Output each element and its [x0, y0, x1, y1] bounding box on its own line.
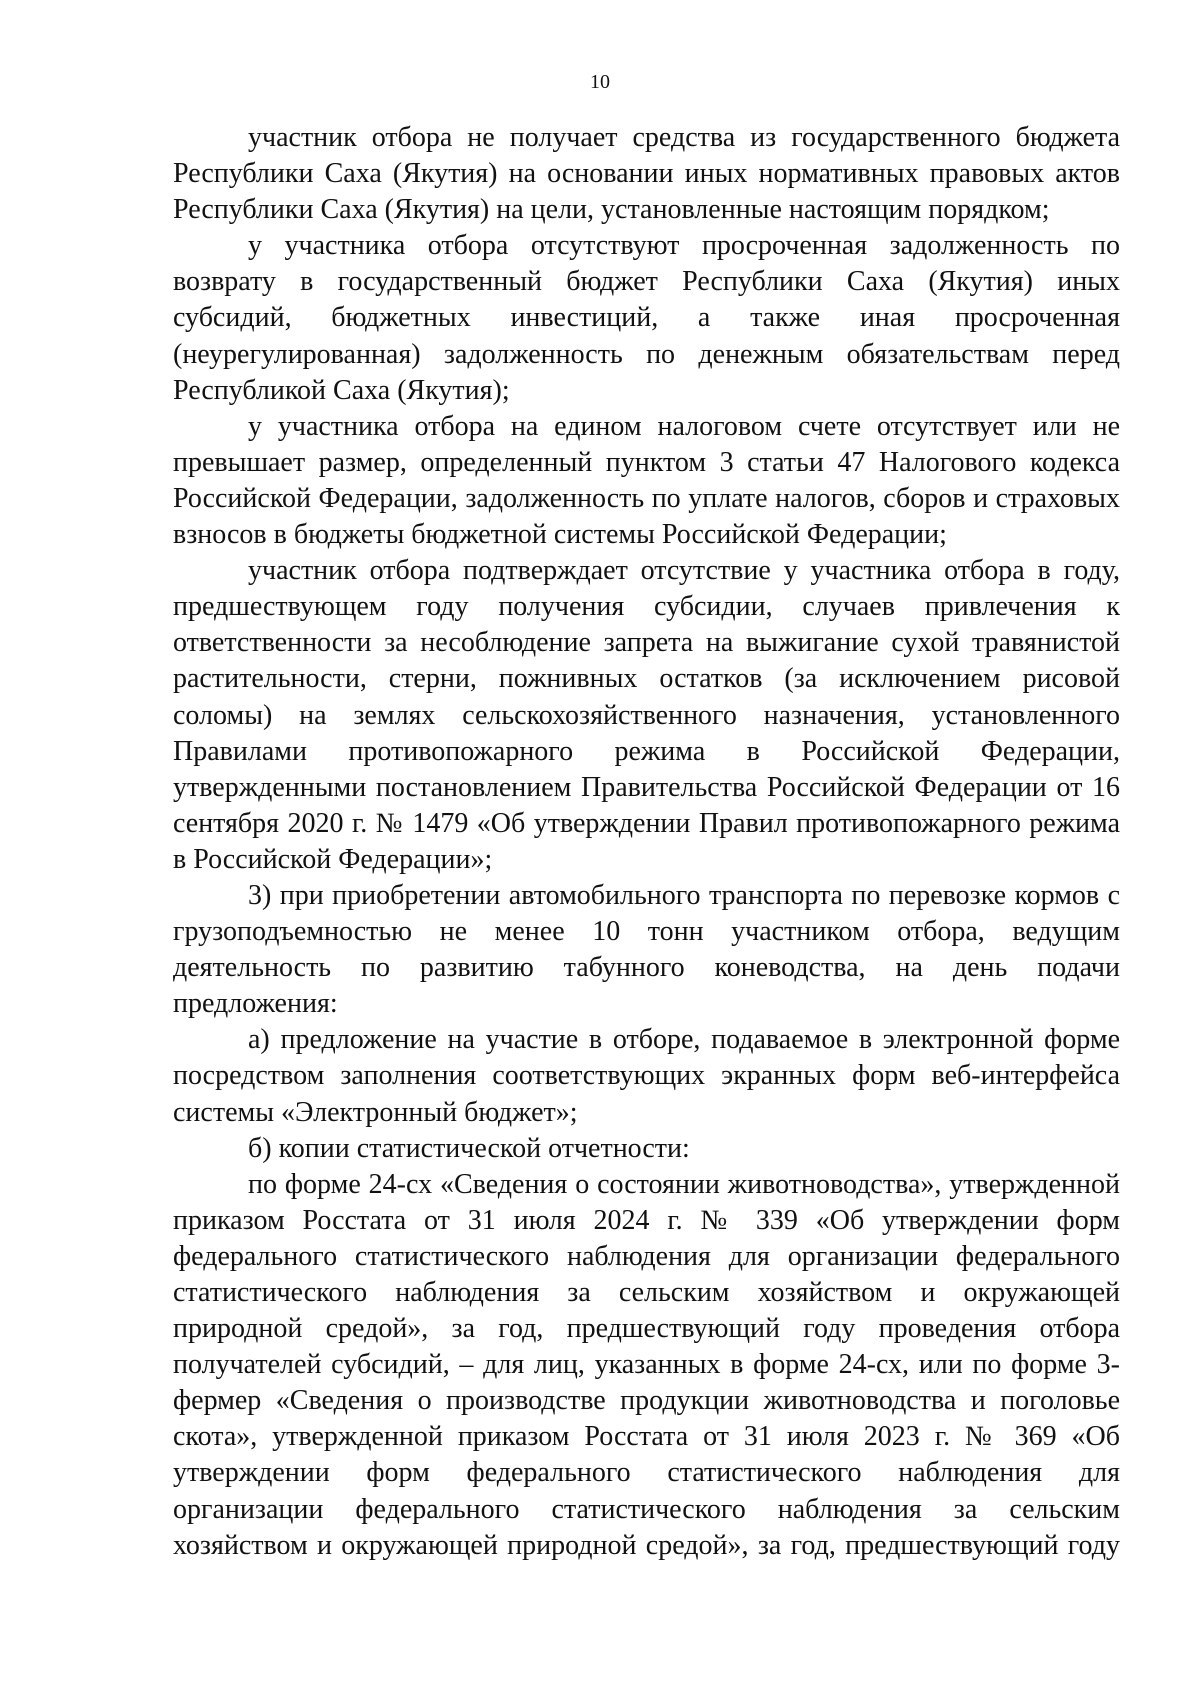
paragraph: участник отбора не получает средства из государственного бюджета Республики Саха (Якутия) на основании иных нормативных правовых актов Республики Саха (Якутия) на цели, установленные настоящим порядком; — [173, 122, 1120, 226]
paragraph: 3) при приобретении автомобильного транспорта по перевозке кормов с грузоподъемностью не менее 10 тонн участником отбора, ведущим деятельность по развитию табунного коневодства, на день подачи предложения: — [173, 879, 1120, 1020]
paragraph: участник отбора подтверждает отсутствие у участника отбора в году, предшествующем году получения субсидии, случаев привлечения к ответственности за несоблюдение запрета на выжигание сухой травянистой растительности, стерни, пожнивных остатков (за исключением рисовой соломы) на землях сельскохозяйственного назначения, установленного Правилами противопожарного режима в Российской Федерации, утвержденными постановлением Правительства Российской Федерации от 16 сентября 2020 г. № 1479 «Об утверждении Правил противопожарного режима в Российской Федерации»; — [173, 555, 1120, 875]
paragraph-continued: по форме 24-сх «Сведения о состоянии животноводства», утвержденной приказом Росстата от 31 июля 2024 г. № 339 «Об утверждении форм федерального статистического наблюдения для организации федерального статистического наблюдения за сельским хозяйством и окружающей природной средой», за год, предшествующий году проведения отбора получателей субсидий, – для лиц, указанных в форме 24-сх, или по форме 3-фермер «Сведения о производстве продукции животноводства и поголовье скота», утвержденной приказом Росстата от 31 июля 2023 г. № 369 «Об утверждении форм федерального статистического наблюдения для организации федерального статистического наблюдения за сельским хозяйством и окружающей природной средой», за год, предшествующий году — [173, 1168, 1120, 1561]
paragraph: у участника отбора на едином налоговом счете отсутствует или не превышает размер, определенный пунктом 3 статьи 47 Налогового кодекса Российской Федерации, задолженность по уплате налогов, сборов и страховых взносов в бюджеты бюджетной системы Российской Федерации; — [173, 410, 1120, 551]
paragraph: б) копии статистической отчетности: — [248, 1132, 690, 1164]
page-number: 10 — [590, 71, 610, 93]
document-body — [173, 120, 1120, 1564]
paragraph: у участника отбора отсутствуют просроченная задолженность по возврату в государственный бюджет Республики Саха (Якутия) иных субсидий, бюджетных инвестиций, а также иная просроченная (неурегулированная) задолженность по денежным обязательствам перед Республикой Саха (Якутия); — [173, 230, 1120, 406]
paragraph: а) предложение на участие в отборе, подаваемое в электронной форме посредством заполнения соответствующих экранных форм веб-интерфейса системы «Электронный бюджет»; — [173, 1024, 1120, 1128]
